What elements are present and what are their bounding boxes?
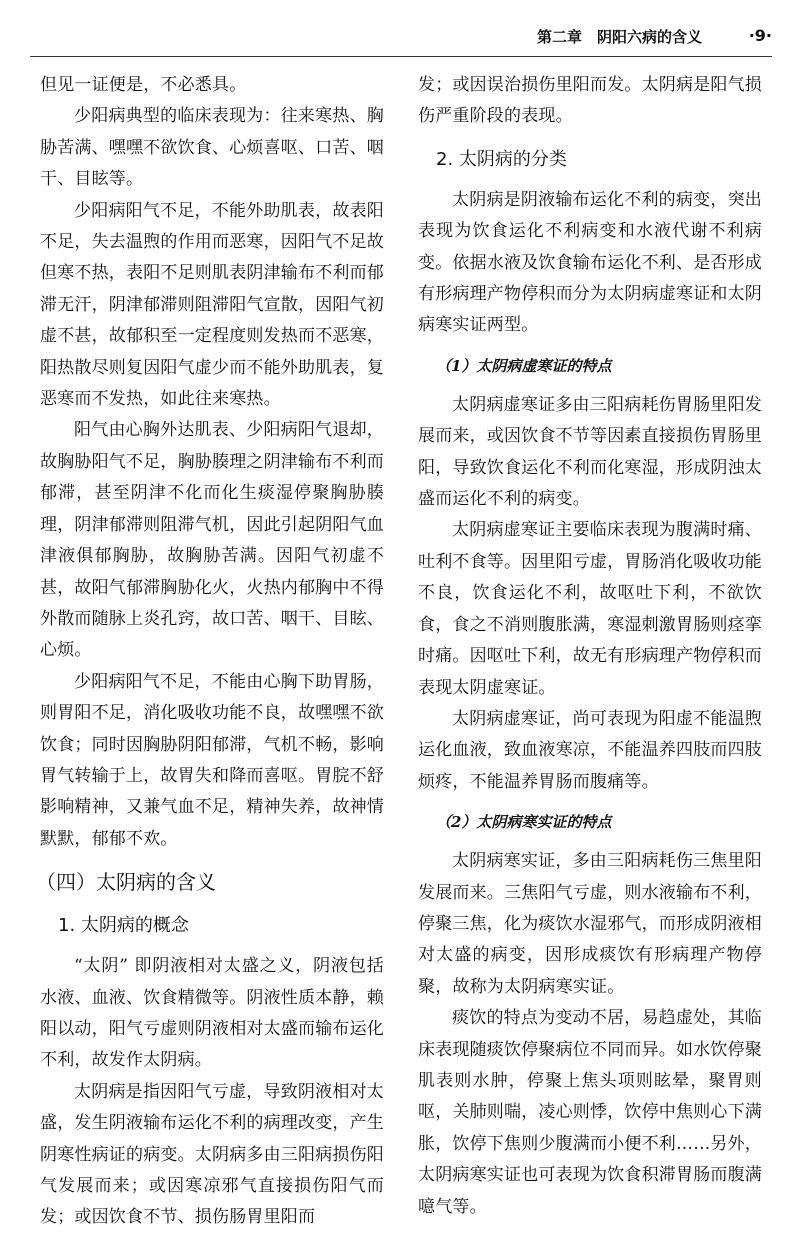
paragraph: 少阳病典型的临床表现为：往来寒热、胸胁苦满、嘿嘿不欲饮食、心烦喜呕、口苦、咽干、目眩等。 (40, 106, 384, 190)
right-column (418, 70, 762, 1223)
paragraph: 太阴病虚寒证，尚可表现为阳虚不能温煦运化血液，致血液寒凉，不能温养四肢而四肢烦疼，不能温养胃肠而腹痛等。 (418, 708, 762, 792)
paragraph: 太阴病虚寒证主要临床表现为腹满时痛、吐利不食等。因里阳亏虚，胃肠消化吸收功能不良，饮食运化不利，故呕吐下利，不欲饮食，食之不消则腹胀满，寒湿刺激胃肠则痉挛时痛。因呕吐下利，故无有形病理产物停积而表现太阴虚寒证。 (418, 520, 762, 698)
paragraph: 太阴病是阴液输布运化不利的病变，突出表现为饮食运化不利病变和水液代谢不利病变。依据水液及饮食输布运化不利、是否形成有形病理产物停积而分为太阴病虚寒证和太阴病寒实证两型。 (418, 189, 762, 336)
paragraph: 少阳病阳气不足，不能外助肌表，故表阳不足，失去温煦的作用而恶寒，因阳气不足故但寒不热，表阳不足则肌表阴津输布不利而郁滞无汗，阴津郁滞则阻滞阳气宣散，因阳气初虚不甚，故郁积至一定程度则发热而不恶寒，阳热散尽则复因阳气虚少而不能外助肌表，复恶寒而不发热，如此往来寒热。 (40, 200, 384, 410)
left-column (36, 70, 384, 1234)
subsection-heading: 1. 太阴病的概念 (58, 915, 189, 937)
running-head (30, 26, 772, 52)
paragraph: 但见一证便是，不必悉具。 (40, 75, 247, 95)
paragraph: “太阴” 即阴液相对太盛之义，阴液包括水液、血液、饮食精微等。阴液性质本静，赖阳以动，阳气亏虚则阴液相对太盛而输布运化不利，故发作太阴病。 (40, 956, 384, 1071)
page-number: ·9· (748, 26, 772, 45)
paragraph: 痰饮的特点为变动不居，易趋虚处，其临床表现随痰饮停聚病位不同而异。如水饮停聚肌表则水肿，停聚上焦头项则眩晕，聚胃则呕，关肺则喘，凌心则悸，饮停中焦则心下满胀，饮停下焦则少腹满而小便不利……另外，太阴病寒实证也可表现为饮食积滞胃肠而腹满噫气等。 (418, 1008, 762, 1217)
chapter-title: 第二章 阴阳六病的含义 (536, 28, 702, 46)
paragraph: 阳气由心胸外达肌表、少阳病阳气退却，故胸胁阳气不足，胸胁腠理之阴津输布不利而郁滞，甚至阴津不化而化生痰湿停聚胸胁腠理，阴津郁滞则阻滞气机，因此引起阴阳气血津液俱郁胸胁，故胸胁苦满。因阳气初虚不甚，故阳气郁滞胸胁化火，火热内郁胸中不得外散而随脉上炎孔窍，故口苦、咽干、目眩、心烦。 (40, 420, 384, 661)
header-rule (30, 56, 772, 57)
paragraph: 太阴病寒实证，多由三阳病耗伤三焦里阳发展而来。三焦阳气亏虚，则水液输布不利，停聚三焦，化为痰饮水湿邪气，而形成阴液相对太盛的病变，因形成痰饮有形病理产物停聚，故称为太阴病寒实证。 (418, 851, 762, 997)
paragraph: 太阴病是指因阳气亏虚，导致阴液相对太盛，发生阴液输布运化不利的病理改变，产生阴寒性病证的病变。太阴病多由三阳病损伤阳气发展而来；或因寒凉邪气直接损伤阳气而发；或因饮食不节、损伤肠胃里阳而 (40, 1081, 384, 1228)
paragraph: 太阴病虚寒证多由三阳病耗伤胃肠里阳发展而来，或因饮食不节等因素直接损伤胃肠里阳，导致饮食运化不利而化寒湿，形成阴浊太盛而运化不利的病变。 (418, 394, 762, 510)
section-heading: （四）太阴病的含义 (36, 870, 216, 895)
sub-subsection-heading: （1）太阴病虚寒证的特点 (436, 356, 612, 375)
paragraph: 发；或因误治损伤里阳而发。太阴病是阳气损伤严重阶段的表现。 (418, 75, 762, 127)
sub-subsection-heading: （2）太阴病寒实证的特点 (436, 813, 612, 832)
subsection-heading: 2. 太阴病的分类 (436, 148, 567, 170)
paragraph: 少阳病阳气不足，不能由心胸下助胃肠，则胃阳不足，消化吸收功能不良，故嘿嘿不欲饮食；同时因胸胁阴阳郁滞，气机不畅，影响胃气转输于上，故胃失和降而喜呕。胃脘不舒影响精神，又兼气血不足，精神失养，故神情默默，郁郁不欢。 (40, 671, 384, 849)
